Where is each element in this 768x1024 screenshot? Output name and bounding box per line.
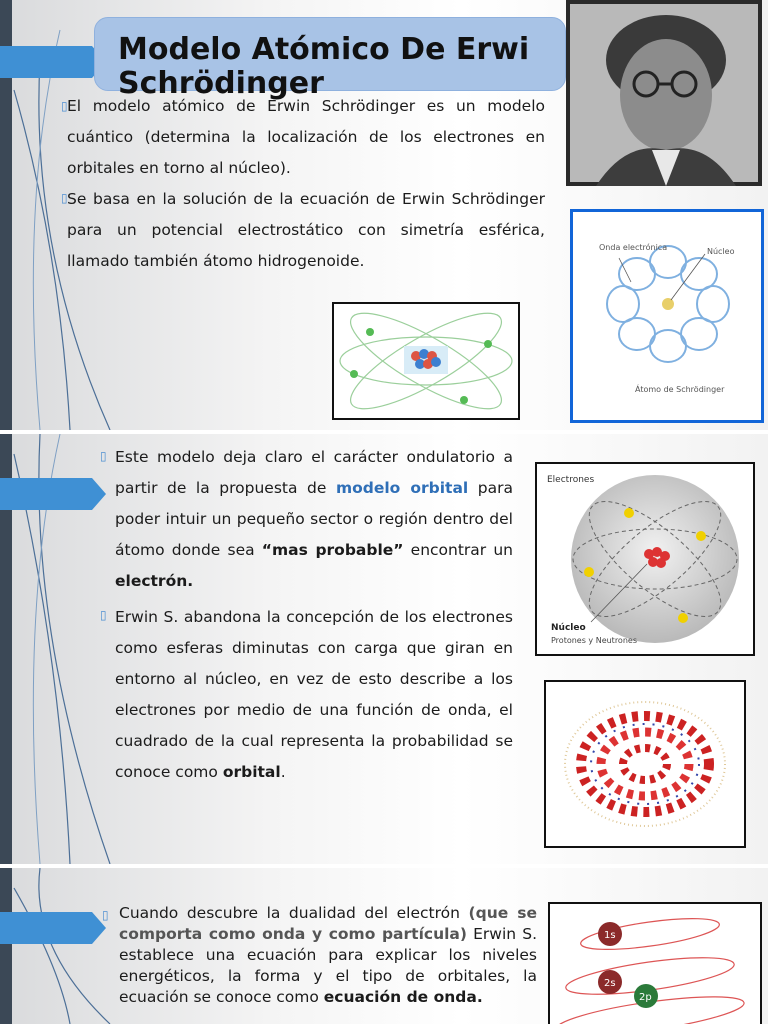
- portrait-photo: [566, 0, 762, 186]
- bohr-atom-image: [332, 302, 520, 420]
- bullet-icon: ▯: [61, 191, 68, 205]
- schrodinger-atom-image: [570, 209, 764, 423]
- orbitals-image: [548, 902, 762, 1024]
- orbitals-diagram: [550, 904, 760, 1024]
- atom-diagram: [573, 212, 761, 420]
- section-arrow: [0, 478, 92, 510]
- orbit-diagram: [334, 304, 518, 418]
- decorative-lines: [0, 868, 120, 1024]
- electron-cloud-image: [535, 462, 755, 656]
- label-onda: Onda electrónica: [599, 243, 668, 252]
- label-nucleo: Núcleo: [707, 247, 735, 256]
- paragraph-1: El modelo atómico de Erwin Schrödinger es un modelo cuántico (determina la localización de los electrones en orbitales en torno al núcleo).: [67, 97, 545, 177]
- bullet-icon: ▯: [102, 908, 109, 922]
- label-electrones: Electrones: [547, 475, 595, 485]
- orbital-2s: 2s: [604, 978, 616, 989]
- orbital-1s: 1s: [604, 930, 616, 941]
- modelo-orbital-link[interactable]: modelo orbital: [335, 479, 469, 497]
- slide-title: Modelo Atómico De Erwi Schrödinger: [118, 32, 530, 101]
- slide-2: [0, 434, 768, 864]
- paragraph-1: Este modelo deja claro el carácter ondulatorio a partir de la propuesta de modelo orbital para poder intuir un pequeño sector o región dentro del átomo donde sea “mas probable” encontrar un electrón.: [115, 448, 513, 590]
- molecule-image: [544, 680, 746, 848]
- molecule-diagram: [546, 682, 744, 846]
- slide-1: [0, 0, 768, 430]
- section-arrow: [0, 912, 92, 944]
- label-nucleo: Núcleo: [551, 623, 586, 633]
- electron-diagram: [537, 464, 753, 654]
- atom-caption: Átomo de Schrödinger: [635, 385, 725, 394]
- bullet-icon: ▯: [100, 608, 107, 622]
- bullet-icon: ▯: [100, 449, 107, 463]
- label-protones: Protones y Neutrones: [551, 636, 637, 645]
- paragraph-2: Se basa en la solución de la ecuación de Erwin Schrödinger para un potencial electrostático con simetría esférica, llamado también átomo hidrogenoide.: [67, 190, 545, 270]
- portrait-image: [566, 0, 762, 186]
- bullet-icon: ▯: [61, 99, 68, 113]
- paragraph-1: Cuando descubre la dualidad del electrón (que se comporta como onda y como partícula) Erwin S. establece una ecuación para explicar los niveles energéticos, la forma y el tipo de orbitales, la ecuación se conoce como ecuación de onda.: [119, 904, 538, 1006]
- slide-3: [0, 868, 768, 1024]
- title-arrow: [0, 46, 92, 78]
- orbital-2p: 2p: [639, 992, 652, 1003]
- paragraph-2: Erwin S. abandona la concepción de los electrones como esferas diminutas con carga que giran en entorno al núcleo, en vez de esto describe a los electrones por medio de una función de onda, el cuadrado de la cual representa la probabilidad se conoce como orbital.: [115, 608, 513, 781]
